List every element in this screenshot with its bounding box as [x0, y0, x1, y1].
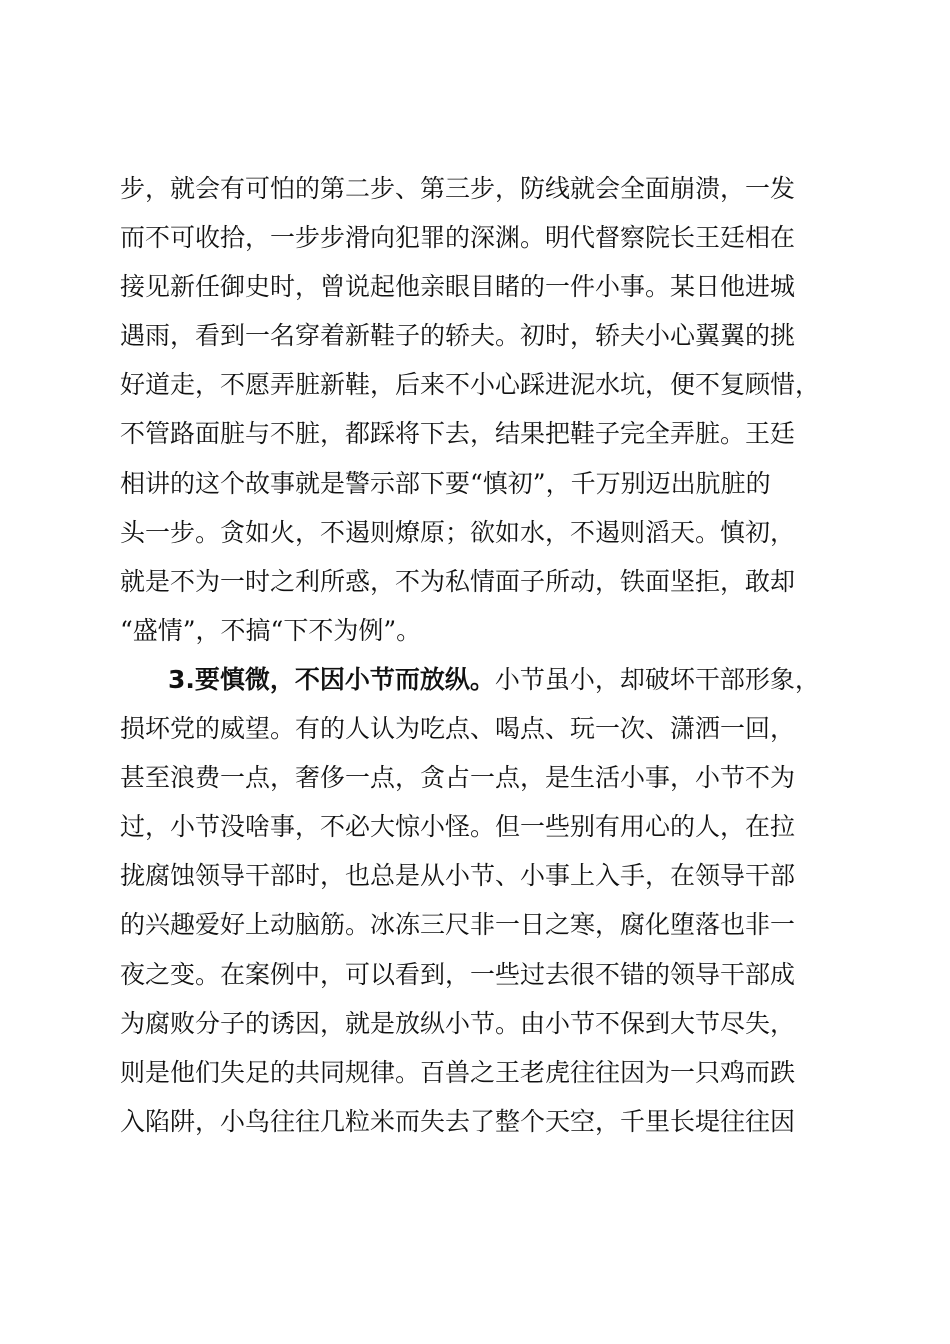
section-heading-line	[120, 655, 840, 704]
text-line: 入陷阱，小鸟往往几粒米而失去了整个天空，千里长堤往往因	[120, 1106, 796, 1136]
text-line: “盛情”，不搞“下不为例”。	[120, 615, 422, 645]
text-line: 为腐败分子的诱因，就是放纵小节。由小节不保到大节尽失，	[120, 1008, 796, 1038]
text-line: 遇雨，看到一名穿着新鞋子的轿夫。初时，轿夫小心翼翼的挑	[120, 321, 796, 351]
text-line: 就是不为一时之利所惑，不为私情面子所动，铁面坚拒，敢却	[120, 566, 796, 596]
text-line: 头一步。贪如火，不遏则燎原；欲如水，不遏则滔天。慎初，	[120, 517, 796, 547]
text-line: 拢腐蚀领导干部时，也总是从小节、小事上入手，在领导干部	[120, 861, 796, 891]
text-line: 的兴趣爱好上动脑筋。冰冻三尺非一日之寒，腐化堕落也非一	[120, 910, 796, 940]
text-line: 步，就会有可怕的第二步、第三步，防线就会全面崩溃，一发	[120, 174, 796, 203]
text-line: 过，小节没啥事，不必大惊小怪。但一些别有用心的人，在拉	[120, 812, 796, 842]
text-line: 好道走，不愿弄脏新鞋，后来不小心踩进泥水坑，便不复顾惜，	[120, 370, 821, 400]
text-line: 损坏党的威望。有的人认为吃点、喝点、玩一次、潇洒一回，	[120, 714, 796, 744]
text-line: 相讲的这个故事就是警示部下要“慎初”，千万别迈出肮脏的	[120, 468, 771, 498]
section-heading-rest: 小节虽小，却破坏干部形象，	[494, 664, 820, 694]
text-line: 不管路面脏与不脏，都踩将下去，结果把鞋子完全弄脏。王廷	[120, 419, 796, 449]
text-line: 夜之变。在案例中，可以看到，一些过去很不错的领导干部成	[120, 959, 796, 989]
text-line: 而不可收拾，一步步滑向犯罪的深渊。明代督察院长王廷相在	[120, 223, 796, 253]
text-line: 甚至浪费一点，奢侈一点，贪占一点，是生活小事，小节不为	[120, 763, 796, 793]
section-heading: 3.要慎微，不因小节而放纵。	[168, 664, 495, 694]
text-line: 则是他们失足的共同规律。百兽之王老虎往往因为一只鸡而跌	[120, 1057, 796, 1087]
body-text	[120, 164, 840, 1146]
text-line: 接见新任御史时，曾说起他亲眼目睹的一件小事。某日他进城	[120, 272, 796, 302]
